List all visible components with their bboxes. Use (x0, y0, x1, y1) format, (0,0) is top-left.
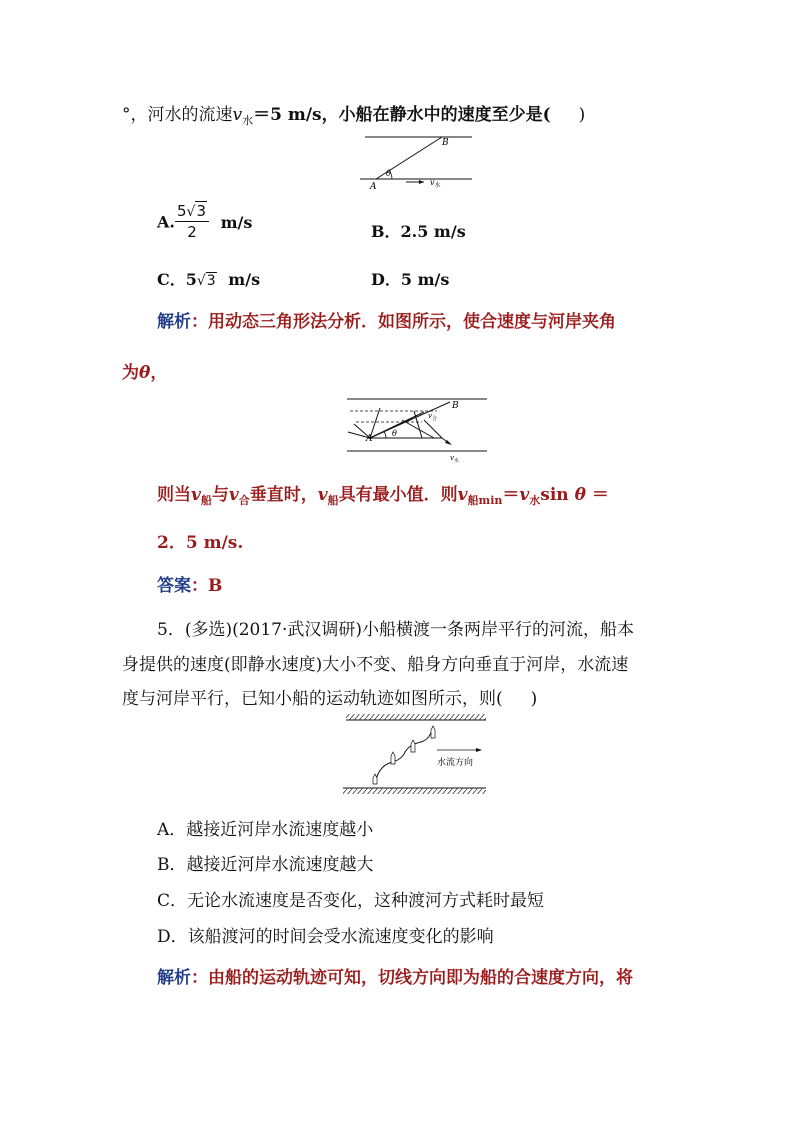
label-v-water: $v_水$ (450, 454, 459, 464)
flow-direction-label: 水流方向 (437, 758, 474, 768)
label-b: B (442, 138, 449, 148)
analysis-label: 解析 (157, 312, 191, 332)
figure-dynamic-triangle (342, 396, 492, 466)
label-v-he: $v_合$ (428, 412, 437, 422)
analysis-line-2: 为θ， (122, 363, 168, 383)
label-theta: θ (386, 169, 391, 178)
q5-option-a[interactable]: A．越接近河岸水流速度越小 (157, 820, 374, 840)
conclusion-line: 则当$v_船$与$v_合$垂直时，$v_船$具有最小值．则$v_{船min}=v_水\sin$ θ ＝ (157, 485, 609, 507)
figure-river-diagram (360, 132, 480, 192)
label-theta: θ (392, 429, 397, 438)
q5-option-c[interactable]: C．无论水流速度是否变化，这种渡河方式耗时最短 (157, 891, 545, 911)
label-v-water: $v_水$ (430, 178, 441, 189)
option-b[interactable]: B．2.5 m/s (371, 222, 466, 241)
question-stem: °，河水的流速$v_水=5$ m/s，小船在静水中的速度至少是( ) (122, 105, 586, 127)
q5-option-b[interactable]: B．越接近河岸水流速度越大 (157, 855, 374, 875)
figure-boat-trajectory (341, 712, 491, 802)
analysis-paragraph: 解析：用动态三角形法分析．如图所示，使合速度与河岸夹角 (157, 312, 616, 332)
result-line: 2．5 m/s. (157, 533, 244, 553)
option-a[interactable]: A. $\frac{5√3}{2}$ m/s (157, 202, 253, 241)
analysis-label: 解析 (157, 968, 191, 988)
q5-option-d[interactable]: D．该船渡河的时间会受水流速度变化的影响 (157, 927, 494, 947)
label-a: A (366, 434, 373, 444)
label-b: B (452, 401, 459, 411)
option-d[interactable]: D．5 m/s (371, 270, 450, 289)
q5-analysis-line: 解析：由船的运动轨迹可知，切线方向即为船的合速度方向，将 (157, 968, 633, 988)
answer-line: 答案：B (157, 576, 223, 596)
label-a: A (370, 182, 377, 192)
q5-stem-line-3: 度与河岸平行，已知小船的运动轨迹如图所示，则( ) (122, 689, 538, 709)
option-c[interactable]: C．5√3 m/s (157, 270, 261, 289)
q5-stem-line-2: 身提供的速度(即静水速度)大小不变、船身方向垂直于河岸，水流速 (122, 655, 629, 675)
answer-label: 答案 (157, 576, 191, 596)
q5-stem-line-1: 5．(多选)(2017·武汉调研)小船横渡一条两岸平行的河流，船本 (157, 620, 635, 640)
